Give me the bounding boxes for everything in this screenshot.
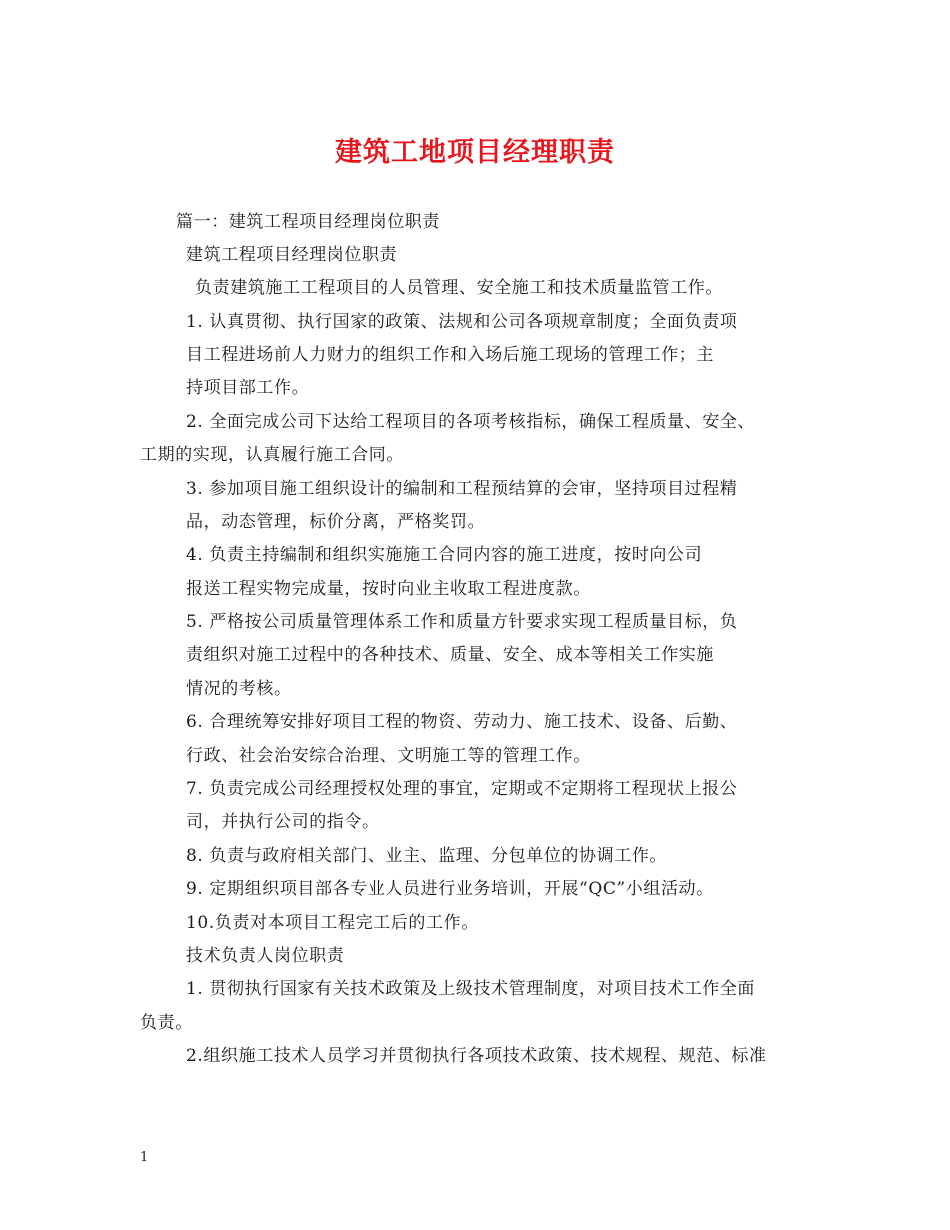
text-line: 工期的实现，认真履行施工合同。: [140, 445, 404, 465]
text-line: 2. 全面完成公司下达给工程项目的各项考核指标，确保工程质量、安全、: [186, 412, 756, 432]
text-line: 目工程进场前人力财力的组织工作和入场后施工现场的管理工作；主: [186, 345, 714, 365]
text-line: 负责。: [140, 1013, 193, 1033]
text-line: 4. 负责主持编制和组织实施施工合同内容的施工进度，按时向公司: [186, 545, 703, 565]
text-line: 情况的考核。: [186, 679, 292, 699]
text-line: 9. 定期组织项目部各专业人员进行业务培训，开展“QC”小组活动。: [186, 879, 714, 899]
text-line: 6. 合理统筹安排好项目工程的物资、劳动力、施工技术、设备、后勤、: [186, 712, 738, 732]
text-line: 负责建筑施工工程项目的人员管理、安全施工和技术质量监管工作。: [195, 278, 723, 298]
text-line: 7. 负责完成公司经理授权处理的事宜，定期或不定期将工程现状上报公: [186, 779, 738, 799]
text-line: 1. 认真贯彻、执行国家的政策、法规和公司各项规章制度；全面负责项: [186, 312, 738, 332]
document-title: 建筑工地项目经理职责: [335, 137, 615, 168]
text-line: 持项目部工作。: [186, 378, 310, 398]
text-line: 建筑工程项目经理岗位职责: [186, 245, 398, 265]
text-line: 品，动态管理，标价分离，严格奖罚。: [186, 512, 486, 532]
page-number: 1: [140, 1150, 149, 1165]
section-heading: 技术负责人岗位职责: [186, 946, 345, 966]
text-line: 5. 严格按公司质量管理体系工作和质量方针要求实现工程质量目标，负: [186, 612, 738, 632]
text-line: 责组织对施工过程中的各种技术、质量、安全、成本等相关工作实施: [186, 645, 714, 665]
text-line: 报送工程实物完成量，按时向业主收取工程进度款。: [186, 579, 591, 599]
text-line: 1. 贯彻执行国家有关技术政策及上级技术管理制度，对项目技术工作全面: [186, 979, 756, 999]
text-line: 3. 参加项目施工组织设计的编制和工程预结算的会审，坚持项目过程精: [186, 479, 738, 499]
text-line: 10.负责对本项目工程完工后的工作。: [186, 913, 479, 933]
text-line: 8. 负责与政府相关部门、业主、监理、分包单位的协调工作。: [186, 846, 668, 866]
text-line: 行政、社会治安综合治理、文明施工等的管理工作。: [186, 746, 591, 766]
text-line: 2.组织施工技术人员学习并贯彻执行各项技术政策、技术规程、规范、标准: [186, 1046, 767, 1066]
text-line: 篇一：建筑工程项目经理岗位职责: [176, 212, 440, 232]
text-line: 司，并执行公司的指令。: [186, 812, 380, 832]
